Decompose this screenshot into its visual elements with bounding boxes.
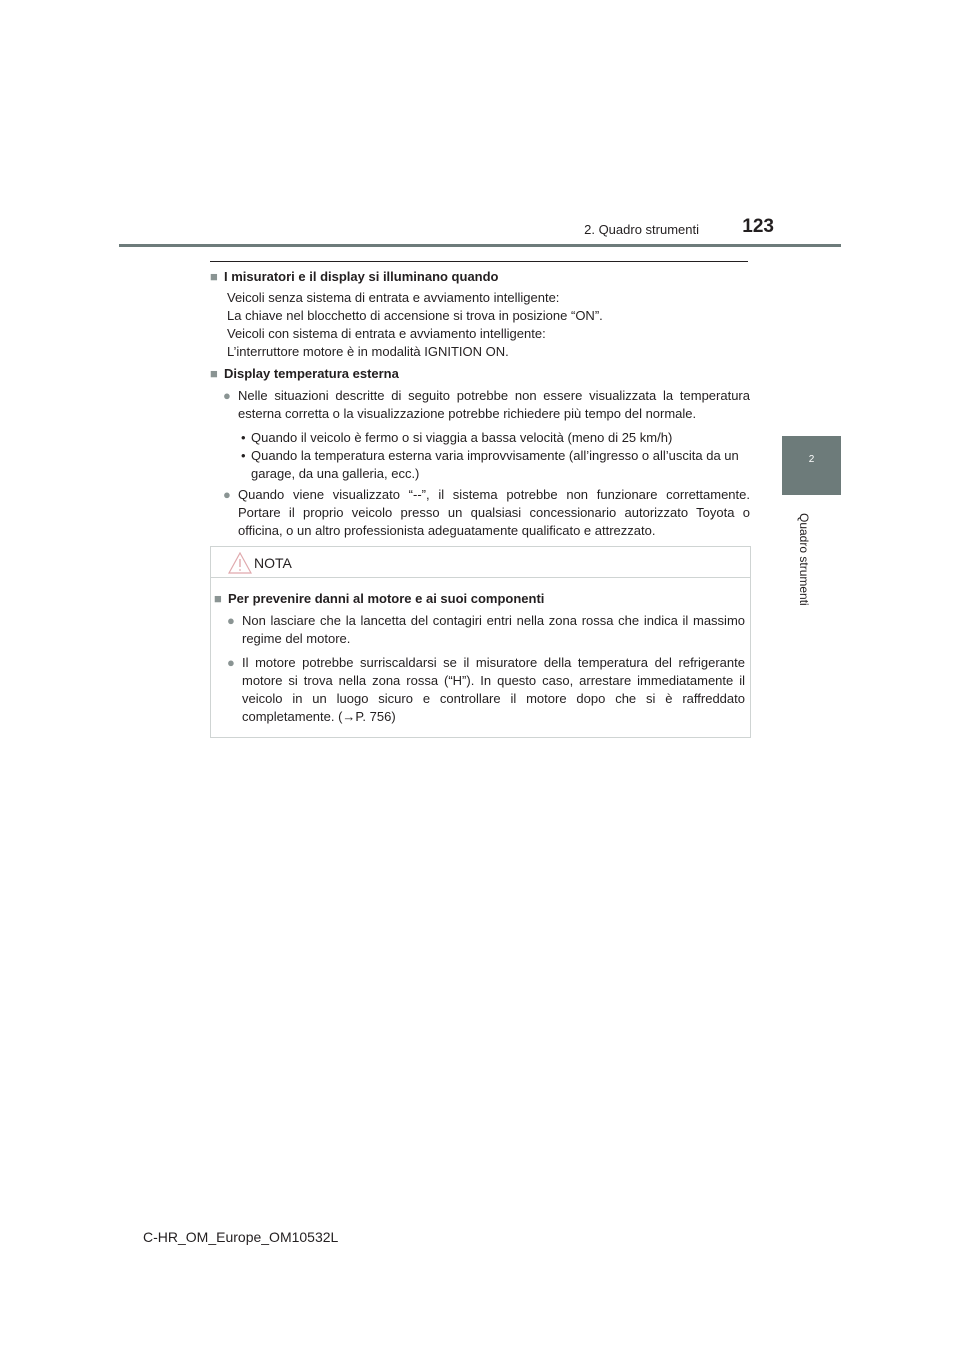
circle-bullet-icon: ● — [223, 388, 231, 403]
circle-bullet-icon: ● — [227, 655, 235, 670]
chapter-label: Quadro strumenti — [797, 513, 811, 606]
chapter-tab[interactable] — [782, 436, 841, 495]
header-rule — [119, 244, 841, 247]
square-bullet-icon: ■ — [210, 269, 218, 284]
note-heading: ■ Per prevenire danni al motore e ai suoi componenti — [214, 591, 545, 606]
sub-list-item: • Quando la temperatura esterna varia improvvisamente (all’ingresso o all’uscita da un garage, da una galleria, ecc.) — [241, 448, 739, 481]
section-outside-temperature — [210, 365, 750, 540]
note-box — [210, 546, 751, 738]
circle-bullet-icon: ● — [227, 613, 235, 628]
list-item: ● Non lasciare che la lancetta del contagiri entri nella zona rossa che indica il massimo regime del motore. — [227, 613, 745, 646]
document-id: C-HR_OM_Europe_OM10532L — [143, 1229, 339, 1245]
section-heading: ■ I misuratori e il display si illuminano quando — [210, 269, 499, 284]
content-divider — [210, 261, 748, 262]
dot-bullet-icon: • — [241, 448, 246, 463]
section-title: 2. Quadro strumenti — [584, 222, 699, 237]
body-line: L’interruttore motore è in modalità IGNITION ON. — [227, 344, 509, 359]
note-body — [211, 590, 745, 726]
body-line: La chiave nel blocchetto di accensione si trova in posizione “ON”. — [227, 308, 603, 323]
circle-bullet-icon: ● — [223, 487, 231, 502]
square-bullet-icon: ■ — [214, 591, 222, 606]
note-title: NOTA — [254, 555, 292, 571]
list-item: ● Nelle situazioni descritte di seguito potrebbe non essere visualizzata la temperatura esterna corretta o la visualizzazione potrebbe richiedere più tempo del normale. — [223, 388, 750, 421]
body-line: Veicoli senza sistema di entrata e avviamento intelligente: — [227, 290, 560, 305]
note-header — [211, 547, 750, 578]
section-illumination — [210, 268, 750, 361]
list-item: ● Quando viene visualizzato “--”, il sistema potrebbe non funzionare correttamente. Portare il proprio veicolo presso un qualsiasi concessionario autorizzato Toyota o officina, o un altro professionista adeguatamente qualificato e attrezzato. — [223, 487, 750, 538]
square-bullet-icon: ■ — [210, 366, 218, 381]
warning-triangle-icon — [228, 552, 252, 574]
section-heading: ■ Display temperatura esterna — [210, 366, 399, 381]
chapter-number: 2 — [808, 454, 815, 465]
list-item: ● Il motore potrebbe surriscaldarsi se il misuratore della temperatura del refrigerante motore si trova nella zona rossa (“H”). In questo caso, arrestare immediatamente il veicolo in un luogo sicuro e controllare il motore dopo che si è raffreddato completamente. (→P. 756) — [227, 655, 745, 724]
body-line: Veicoli con sistema di entrata e avviamento intelligente: — [227, 326, 546, 341]
page-number: 123 — [742, 216, 774, 237]
dot-bullet-icon: • — [241, 430, 246, 445]
section-body — [210, 289, 750, 361]
sub-list-item: • Quando il veicolo è fermo o si viaggia a bassa velocità (meno di 25 km/h) — [241, 430, 673, 445]
